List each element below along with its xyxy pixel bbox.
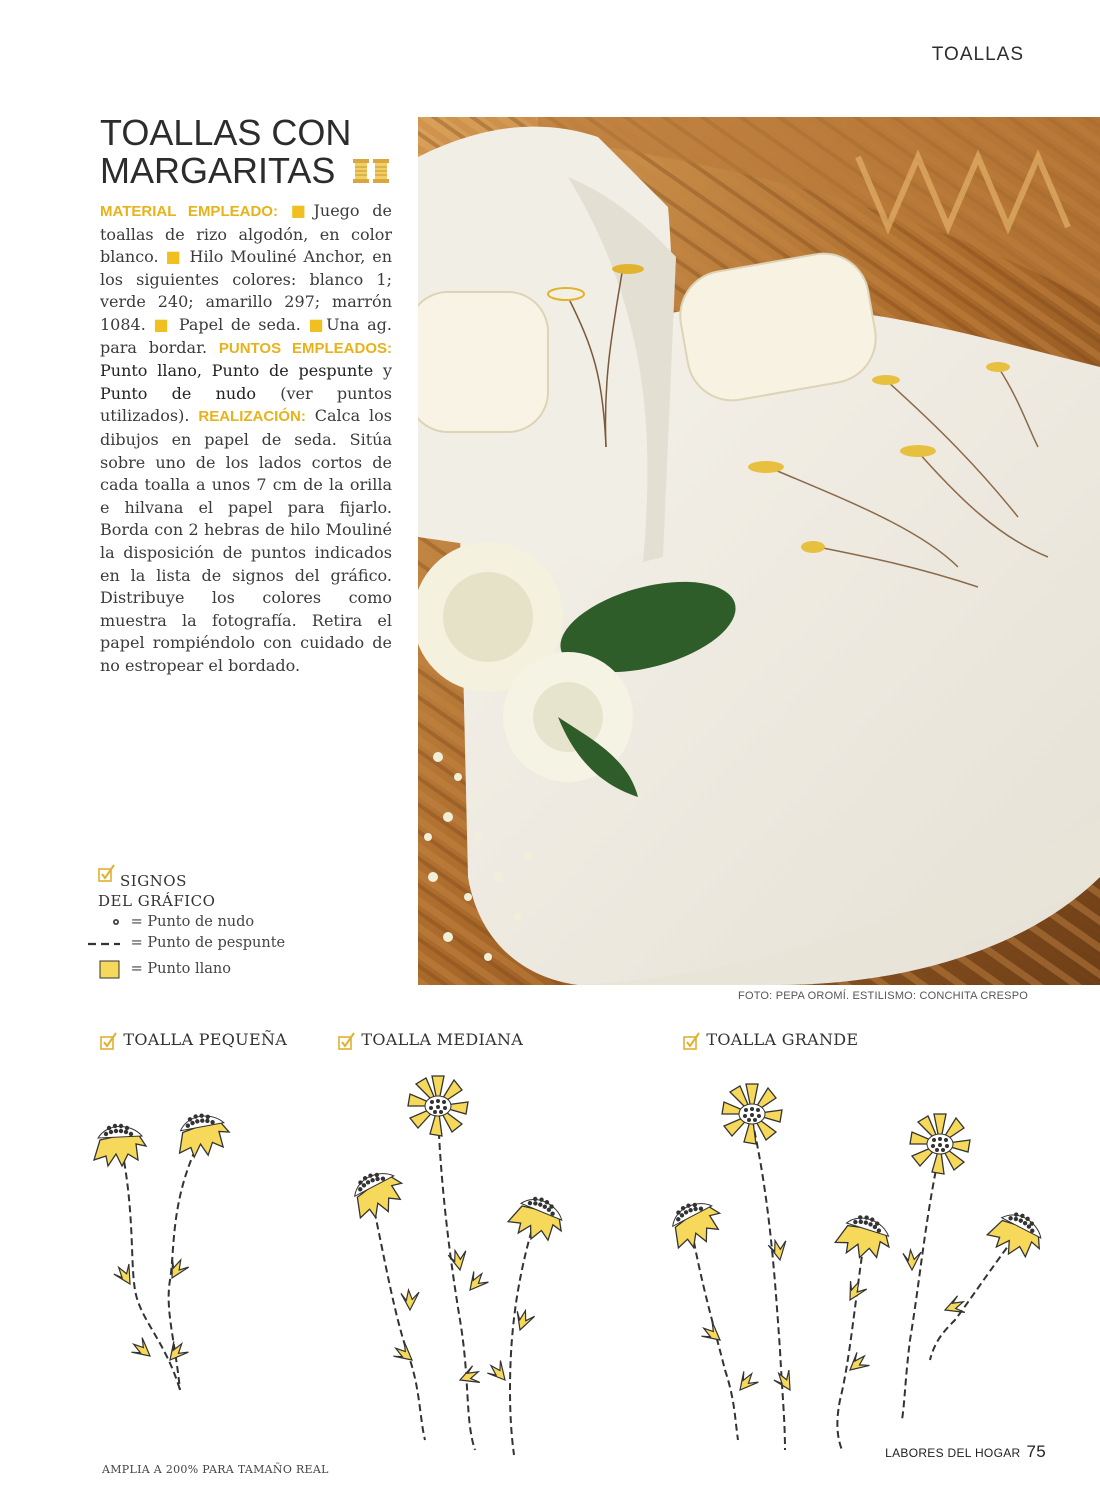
bullet-square-icon: ■ [165, 247, 183, 267]
legend-row-pespunte [86, 935, 285, 951]
legend-check-icon [98, 862, 116, 882]
bullet-square-icon: ■ [153, 314, 172, 334]
material-label: MATERIAL EMPLEADO: [100, 203, 278, 220]
daisy-icon [408, 1076, 468, 1136]
towels-photo [418, 117, 1100, 985]
legend-label-pespunte: = Punto de pespunte [130, 935, 286, 951]
daisy-icon [910, 1114, 970, 1174]
yellow-square-icon [86, 958, 126, 980]
bullet-square-icon: ■ [308, 314, 327, 334]
chart-heading-medium [338, 1030, 523, 1050]
legend-title-line-2: DEL GRÁFICO [98, 892, 216, 910]
realizacion-label: REALIZACIÓN: [198, 408, 306, 426]
article-body [100, 200, 392, 677]
daisy-icon [833, 1208, 896, 1265]
puntos-label: PUNTOS EMPLEADOS: [218, 339, 392, 357]
pattern-large [663, 1084, 1050, 1450]
material-text-3: Papel de seda. [178, 314, 301, 334]
material-text-1: Juego de toallas de rizo algodón, en color blanco. [100, 201, 392, 267]
pattern-small [94, 1110, 232, 1390]
difficulty-spools-icon [351, 154, 391, 192]
chart-heading-small [100, 1030, 287, 1050]
legend-title-line-1: SIGNOS [120, 872, 187, 890]
material-text-4: Una ag. para bordar. [100, 314, 392, 357]
embroidery-patterns [0, 1060, 1100, 1460]
chart-heading-large-label: TOALLA GRANDE [706, 1030, 859, 1049]
page-number: 75 [1026, 1442, 1046, 1461]
legend-row-llano [86, 958, 231, 980]
daisy-icon [175, 1110, 232, 1159]
article-title [100, 114, 400, 192]
pattern-medium [345, 1076, 570, 1455]
daisy-icon [345, 1163, 410, 1223]
chart-heading-small-label: TOALLA PEQUEÑA [123, 1030, 288, 1049]
check-icon [683, 1032, 701, 1050]
material-text-2: Hilo Mouliné Anchor, en los siguientes colores: blanco 1; verde 240; amarillo 297; marrón 1084. [100, 247, 392, 334]
legend-label-llano: = Punto llano [130, 961, 231, 977]
bullet-square-icon: ■ [290, 201, 314, 220]
daisy-icon [506, 1189, 571, 1249]
page-footer [885, 1442, 1046, 1462]
puntos-text-3: Punto de nudo [100, 383, 257, 403]
check-icon [100, 1032, 118, 1050]
daisy-icon [94, 1124, 146, 1166]
magazine-name: LABORES DEL HOGAR [885, 1446, 1021, 1460]
puntos-text-1: Punto llano, Punto de pespunte [100, 361, 374, 381]
legend-row-nudo [86, 914, 254, 930]
puntos-text-2: y [382, 361, 392, 381]
knot-dot-icon [86, 915, 126, 929]
puntos-text-4: (ver puntos utilizados). [100, 383, 392, 426]
chart-heading-medium-label: TOALLA MEDIANA [361, 1030, 524, 1049]
realizacion-text: Calca los dibujos en papel de seda. Sitúa sobre uno de los lados cortos de cada toalla a unos 7 cm de la orilla e hilvana el papel para fijarlo. Borda con 2 hebras de hilo Mouliné la disposición de puntos indicados en la lista de signos del gráfico. Distribuye los colores como muestra la fotografía. Retira el papel rompiéndolo con cuidado de no estropear el bordado. [100, 406, 392, 675]
daisy-icon [722, 1084, 782, 1144]
title-line-1: TOALLAS CON [100, 112, 352, 153]
chart-heading-large [683, 1030, 858, 1050]
section-label: TOALLAS [931, 44, 1024, 65]
title-line-2: MARGARITAS [100, 150, 336, 191]
check-icon [338, 1032, 356, 1050]
dashed-line-icon [86, 936, 126, 950]
scale-note: AMPLIA A 200% PARA TAMAÑO REAL [102, 1463, 329, 1476]
daisy-icon [984, 1203, 1050, 1266]
legend-label-nudo: = Punto de nudo [130, 914, 255, 930]
photo-credit: FOTO: PEPA OROMÍ. ESTILISMO: CONCHITA CRESPO [738, 990, 1028, 1002]
daisy-icon [663, 1193, 728, 1253]
